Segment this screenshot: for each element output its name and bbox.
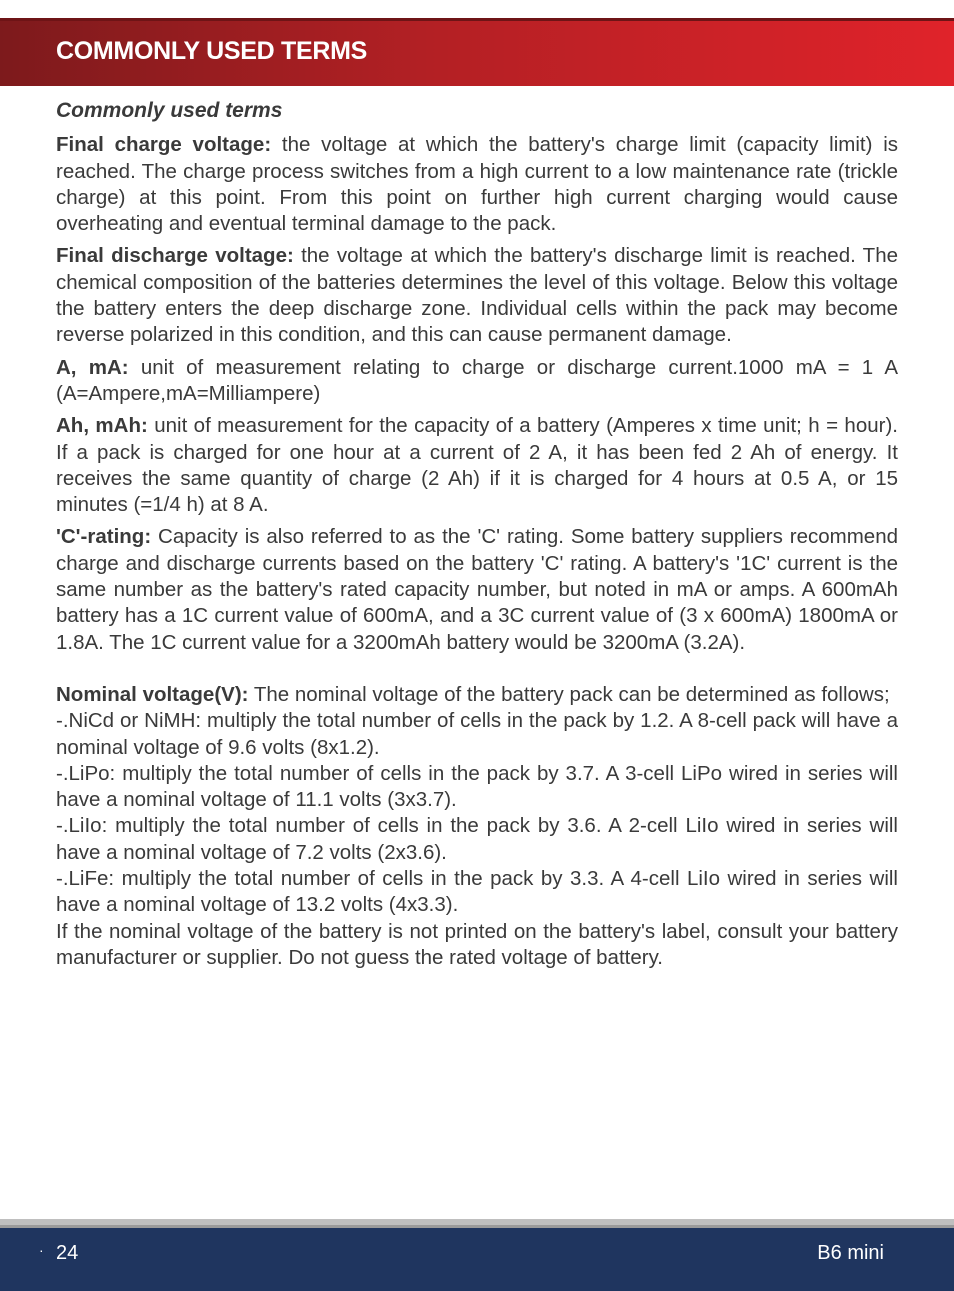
section-subtitle: Commonly used terms — [56, 99, 283, 122]
page-number-value: 24 — [56, 1242, 79, 1264]
nominal-line: If the nominal voltage of the battery is not printed on the battery's label, consult your battery manufacturer or supplier. Do not guess the rated voltage of battery. — [56, 919, 898, 969]
nominal-line: -.LiPo: multiply the total number of cells in the pack by 3.7. A 3-cell LiPo wired in series will have a nominal voltage of 11.1 volts (3x3.7). — [56, 761, 898, 812]
term-paragraph — [56, 413, 898, 518]
term-paragraph — [56, 524, 898, 655]
term-text: the voltage at which the battery's charge limit (capacity limit) is reached. The charge process switches from a high current to a low maintenance rate (trickle charge) at this point. From this point on further high current charging would cause overheating and eventual terminal damage to the pack. — [56, 133, 898, 236]
term-paragraph — [56, 355, 898, 408]
page-title: COMMONLY USED TERMS — [56, 37, 367, 65]
term-text: The nominal voltage of the battery pack can be determined as follows; — [248, 682, 890, 706]
term-label: Final charge voltage: — [56, 133, 272, 157]
term-text: unit of measurement relating to charge or discharge current.1000 mA = 1 A (A=Ampere,mA=Milliampere) — [56, 355, 898, 405]
term-label: A, mA: — [56, 355, 129, 379]
model-name: B6 mini — [817, 1242, 884, 1264]
nominal-line: -.LiIo: multiply the total number of cells in the pack by 3.6. A 2-cell LiIo wired in series will have a nominal voltage of 7.2 volts (2x3.6). — [56, 814, 898, 864]
term-label: Nominal voltage(V): — [56, 682, 249, 706]
page-number — [39, 1242, 79, 1265]
term-paragraph — [56, 243, 898, 348]
term-label: 'C'-rating: — [56, 525, 152, 549]
term-paragraph — [56, 132, 898, 237]
nominal-line: -.LiFe: multiply the total number of cells in the pack by 3.3. A 4-cell LiIo wired in series will have a nominal voltage of 13.2 volts (4x3.3). — [56, 867, 898, 917]
footer-bar — [0, 1225, 954, 1291]
header-bar — [0, 18, 954, 86]
nominal-intro — [56, 682, 898, 708]
term-label: Ah, mAh: — [56, 414, 148, 438]
bullet-icon: · — [39, 1242, 44, 1258]
term-text: unit of measurement for the capacity of a battery (Amperes x time unit; h = hour). If a pack is charged for one hour at a current of 2 A, it has been fed 2 Ah of energy. It receives the same quantity of charge (2 Ah) if it is charged for 4 hours at 0.5 A, or 15 minutes (=1/4 h) at 8 A. — [56, 414, 898, 517]
term-text: Capacity is also referred to as the 'C' rating. Some battery suppliers recommend charge and discharge currents based on the battery 'C' rating. A battery's '1C' current is the same number as the battery's rated capacity number, but noted in mA or amps. A 600mAh battery has a 1C current value of 600mA, and a 3C current value of (3 x 600mA) 1800mA or 1.8A. The 1C current value for a 3200mAh battery would be 3200mA (3.2A). — [56, 525, 898, 654]
nominal-line: -.NiCd or NiMH: multiply the total number of cells in the pack by 1.2. A 8-cell pack will have a nominal voltage of 9.6 volts (8x1.2). — [56, 709, 898, 759]
term-text: the voltage at which the battery's discharge limit is reached. The chemical composition of the batteries determines the level of this voltage. Below this voltage the battery enters the deep discharge zone. Individual cells within the pack may become reverse polarized in this condition, and this can cause permanent damage. — [56, 244, 899, 347]
content — [56, 98, 898, 971]
paragraph-spacer — [56, 662, 898, 682]
term-label: Final discharge voltage: — [56, 244, 294, 268]
top-margin — [0, 0, 954, 18]
